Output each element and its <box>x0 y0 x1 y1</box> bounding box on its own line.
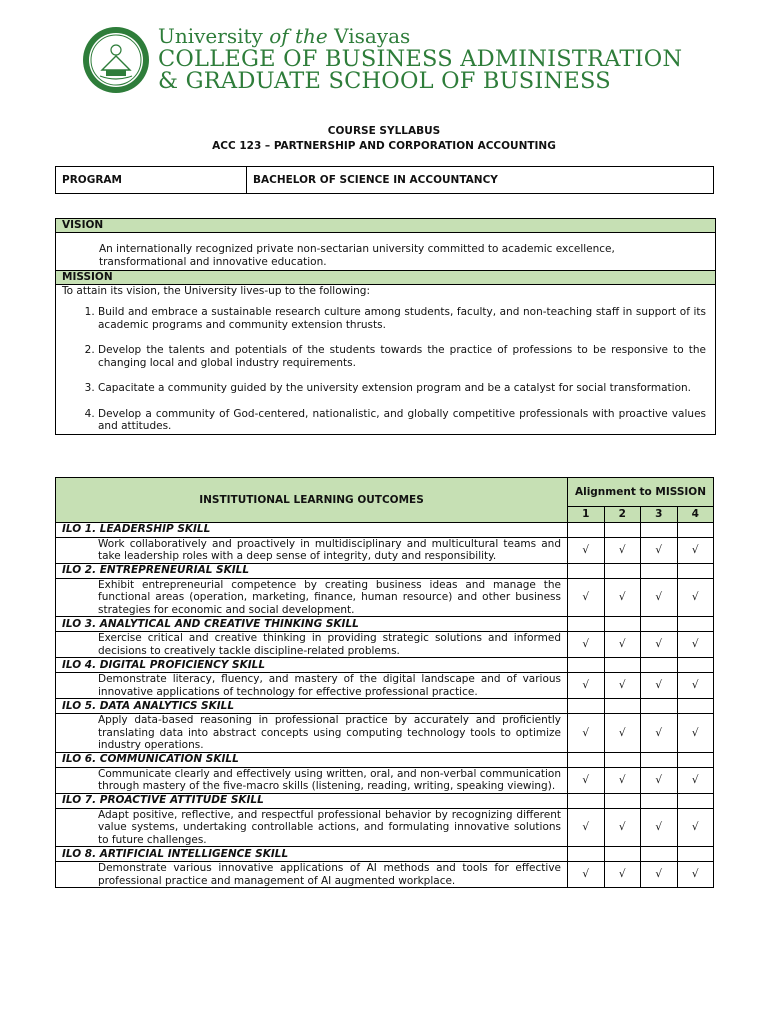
empty-cell <box>641 699 678 714</box>
mission-col-2: 2 <box>604 507 641 523</box>
ilo-description: Work collaboratively and proactively in multidisciplinary and multicultural teams and take leadership roles with a deep sense of integrity, duty and responsibility. <box>56 537 568 563</box>
ilo-category-row <box>56 617 714 632</box>
mission-col-4: 4 <box>677 507 714 523</box>
alignment-check: √ <box>604 673 641 699</box>
empty-cell <box>677 522 714 537</box>
empty-cell <box>641 617 678 632</box>
empty-cell <box>604 793 641 808</box>
college-name: COLLEGE OF BUSINESS ADMINISTRATION <box>158 46 683 72</box>
ilo-title: ILO 1. LEADERSHIP SKILL <box>56 522 568 537</box>
ilo-description: Adapt positive, reflective, and respectful professional behavior by recognizing different value systems, undertaking controllable actions, and formulating innovative solutions to future challenges. <box>56 808 568 847</box>
university-seal-icon <box>82 26 150 94</box>
empty-cell <box>568 847 605 862</box>
ilo-description: Exercise critical and creative thinking in providing strategic solutions and informed decisions to creatively tackle discipline-related problems. <box>56 632 568 658</box>
alignment-check: √ <box>604 714 641 753</box>
empty-cell <box>568 658 605 673</box>
vision-mission-box <box>55 218 716 435</box>
alignment-check: √ <box>604 578 641 617</box>
empty-cell <box>641 658 678 673</box>
alignment-check: √ <box>568 767 605 793</box>
alignment-check: √ <box>641 632 678 658</box>
alignment-check: √ <box>604 767 641 793</box>
alignment-check: √ <box>677 632 714 658</box>
alignment-check: √ <box>568 537 605 563</box>
ilo-category-row <box>56 752 714 767</box>
ilo-category-row <box>56 522 714 537</box>
empty-cell <box>677 752 714 767</box>
alignment-check: √ <box>568 808 605 847</box>
ilo-description-row <box>56 767 714 793</box>
ilo-category-row <box>56 658 714 673</box>
vision-text: An internationally recognized private non-sectarian university committed to academic excellence, transformational and innovative education. <box>56 233 715 271</box>
alignment-check: √ <box>568 714 605 753</box>
ilo-description: Exhibit entrepreneurial competence by creating business ideas and manage the functional areas (operation, marketing, finance, human resource) and other business strategies for economic and social development. <box>56 578 568 617</box>
mission-col-1: 1 <box>568 507 605 523</box>
document-title-block <box>0 124 768 154</box>
program-value: BACHELOR OF SCIENCE IN ACCOUNTANCY <box>247 167 714 194</box>
ilo-category-row <box>56 847 714 862</box>
empty-cell <box>568 617 605 632</box>
ilo-title: ILO 5. DATA ANALYTICS SKILL <box>56 699 568 714</box>
ilo-description-row <box>56 808 714 847</box>
alignment-check: √ <box>568 578 605 617</box>
program-label: PROGRAM <box>56 167 247 194</box>
ilo-description-row <box>56 537 714 563</box>
empty-cell <box>604 752 641 767</box>
empty-cell <box>604 699 641 714</box>
ilo-description-row <box>56 714 714 753</box>
empty-cell <box>641 522 678 537</box>
ilo-title: ILO 4. DIGITAL PROFICIENCY SKILL <box>56 658 568 673</box>
alignment-check: √ <box>677 537 714 563</box>
mission-item: 1. Build and embrace a sustainable research culture among students, faculty, and non-teaching staff in support of its academic programs and community extension thrusts. <box>98 306 706 331</box>
alignment-check: √ <box>604 632 641 658</box>
letterhead <box>82 24 722 94</box>
empty-cell <box>604 522 641 537</box>
ilo-category-row <box>56 699 714 714</box>
empty-cell <box>568 699 605 714</box>
alignment-check: √ <box>641 862 678 888</box>
alignment-check: √ <box>641 537 678 563</box>
empty-cell <box>604 617 641 632</box>
alignment-check: √ <box>604 808 641 847</box>
empty-cell <box>568 752 605 767</box>
mission-item: 2. Develop the talents and potentials of the students towards the practice of professions to be responsive to the changing local and global industry requirements. <box>98 344 706 369</box>
alignment-check: √ <box>604 537 641 563</box>
ilo-table <box>55 477 714 888</box>
ilo-description-row <box>56 578 714 617</box>
empty-cell <box>641 793 678 808</box>
empty-cell <box>641 563 678 578</box>
mission-item: 3. Capacitate a community guided by the university extension program and be a catalyst for social transformation. <box>98 382 706 395</box>
alignment-check: √ <box>677 862 714 888</box>
alignment-check: √ <box>677 578 714 617</box>
alignment-check: √ <box>677 767 714 793</box>
empty-cell <box>568 522 605 537</box>
alignment-check: √ <box>568 673 605 699</box>
alignment-check: √ <box>641 578 678 617</box>
empty-cell <box>604 658 641 673</box>
ilo-description-row <box>56 673 714 699</box>
alignment-check: √ <box>568 632 605 658</box>
alignment-check: √ <box>677 714 714 753</box>
ilo-title: ILO 6. COMMUNICATION SKILL <box>56 752 568 767</box>
ilo-title: ILO 2. ENTREPRENEURIAL SKILL <box>56 563 568 578</box>
ilo-description: Communicate clearly and effectively using written, oral, and non-verbal communication through mastery of the five-macro skills (listening, reading, writing, speaking viewing). <box>56 767 568 793</box>
ilo-category-row <box>56 793 714 808</box>
graduate-school-name: & GRADUATE SCHOOL OF BUSINESS <box>158 68 611 94</box>
ilo-title: ILO 7. PROACTIVE ATTITUDE SKILL <box>56 793 568 808</box>
alignment-check: √ <box>568 862 605 888</box>
ilo-description: Demonstrate various innovative applications of AI methods and tools for effective professional practice and management of AI augmented workplace. <box>56 862 568 888</box>
letterhead-text <box>158 24 682 92</box>
alignment-check: √ <box>677 673 714 699</box>
mission-intro: To attain its vision, the University lives-up to the following: <box>62 285 371 297</box>
empty-cell <box>604 847 641 862</box>
university-name: University of the Visayas <box>158 24 411 48</box>
ilo-category-row <box>56 563 714 578</box>
course-title: ACC 123 – PARTNERSHIP AND CORPORATION ACCOUNTING <box>212 140 556 152</box>
empty-cell <box>677 563 714 578</box>
alignment-check: √ <box>641 714 678 753</box>
empty-cell <box>677 658 714 673</box>
empty-cell <box>641 752 678 767</box>
empty-cell <box>604 563 641 578</box>
mission-item: 4. Develop a community of God-centered, nationalistic, and globally competitive professionals with proactive values and attitudes. <box>98 408 706 433</box>
empty-cell <box>568 793 605 808</box>
empty-cell <box>677 699 714 714</box>
ilo-title: ILO 3. ANALYTICAL AND CREATIVE THINKING SKILL <box>56 617 568 632</box>
alignment-check: √ <box>604 862 641 888</box>
ilo-description: Demonstrate literacy, fluency, and mastery of the digital landscape and of various innovative applications of technology for effective professional practice. <box>56 673 568 699</box>
alignment-check: √ <box>641 767 678 793</box>
ilo-description-row <box>56 862 714 888</box>
empty-cell <box>677 847 714 862</box>
mission-col-3: 3 <box>641 507 678 523</box>
empty-cell <box>641 847 678 862</box>
ilo-description-row <box>56 632 714 658</box>
alignment-check: √ <box>641 673 678 699</box>
ilo-body <box>56 522 714 888</box>
alignment-check: √ <box>641 808 678 847</box>
empty-cell <box>568 563 605 578</box>
ilo-title: ILO 8. ARTIFICIAL INTELLIGENCE SKILL <box>56 847 568 862</box>
ilo-description: Apply data-based reasoning in professional practice by accurately and proficiently translating data into abstract concepts using computing technology tools to optimize industry operations. <box>56 714 568 753</box>
mission-list <box>56 298 715 434</box>
ilo-header: INSTITUTIONAL LEARNING OUTCOMES <box>56 478 568 523</box>
empty-cell <box>677 793 714 808</box>
document-type: COURSE SYLLABUS <box>327 125 441 137</box>
alignment-check: √ <box>677 808 714 847</box>
empty-cell <box>677 617 714 632</box>
mission-heading: MISSION <box>56 271 715 285</box>
program-table <box>55 166 714 194</box>
alignment-header: Alignment to MISSION <box>568 478 714 507</box>
vision-heading: VISION <box>56 219 715 233</box>
